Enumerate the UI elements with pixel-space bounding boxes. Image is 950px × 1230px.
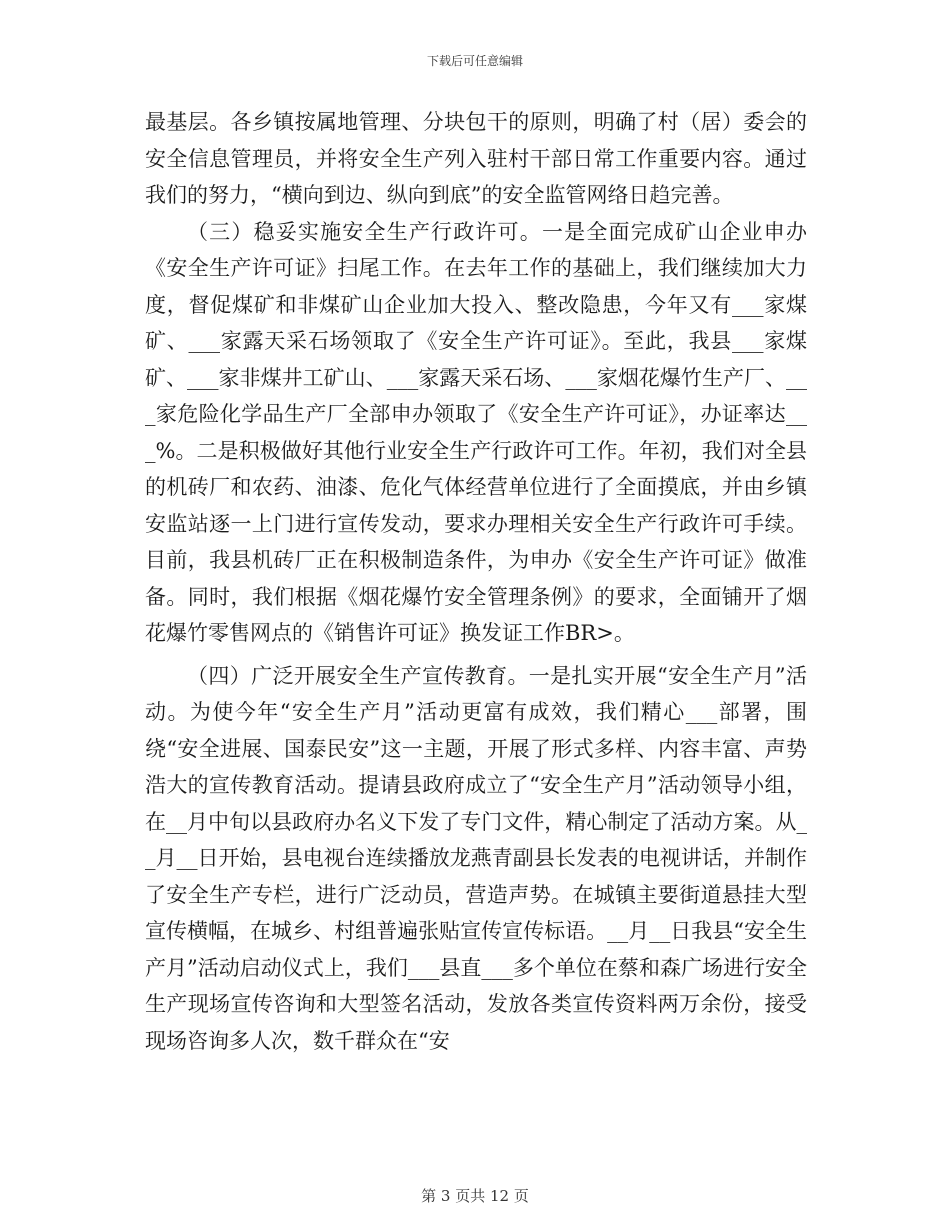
page-header-note: 下载后可任意编辑 [426,54,523,68]
document-body [145,104,807,1059]
paragraph-publicity: （四）广泛开展安全生产宣传教育。一是扎实开展“安全生产月”活动。为使今年“安全生产月”活动更富有成效，我们精心___部署，围绕“安全进展、国泰民安”这一主题，开展了形式多样、内容丰富、声势浩大的宣传教育活动。提请县政府成立了“安全生产月”活动领导小组，在__月中旬以县政府办名义下发了专门文件，精心制定了活动方案。从__月__日开始，县电视台连续播放龙燕青副县长发表的电视讲话，并制作了安全生产专栏，进行广泛动员，营造声势。在城镇主要街道悬挂大型宣传横幅，在城乡、村组普遍张贴宣传宣传标语。__月__日我县“安全生产月”活动启动仪式上，我们___县直___多个单位在蔡和森广场进行安全生产现场宣传咨询和大型签名活动，发放各类宣传资料两万余份，接受现场咨询多人次，数千群众在“安 [145,663,807,1053]
paragraph-network: 最基层。各乡镇按属地管理、分块包干的原则，明确了村（居）委会的安全信息管理员，并将安全生产列入驻村干部日常工作重要内容。通过我们的努力，“横向到边、纵向到底”的安全监管网络日趋完善。 [145,110,807,207]
paragraph-licensing: （三）稳妥实施安全生产行政许可。一是全面完成矿山企业申办《安全生产许可证》扫尾工作。在去年工作的基础上，我们继续加大力度，督促煤矿和非煤矿山企业加大投入、整改隐患，今年又有___家煤矿、___家露天采石场领取了《安全生产许可证》。至此，我县___家煤矿、___家非煤井工矿山、___家露天采石场、___家烟花爆竹生产厂、___家危险化学品生产厂全部申办领取了《安全生产许可证》，办证率达___%。二是积极做好其他行业安全生产行政许可工作。年初，我们对全县的机砖厂和农药、油漆、危化气体经营单位进行了全面摸底，并由乡镇安监站逐一上门进行宣传发动，要求办理相关安全生产行政许可手续。目前，我县机砖厂正在积极制造条件，为申办《安全生产许可证》做准备。同时，我们根据《烟花爆竹安全管理条例》的要求，全面铺开了烟花爆竹零售网点的《销售许可证》换发证工作BR>。 [145,219,807,645]
page-number: 第 3 页共 12 页 [421,1187,529,1205]
